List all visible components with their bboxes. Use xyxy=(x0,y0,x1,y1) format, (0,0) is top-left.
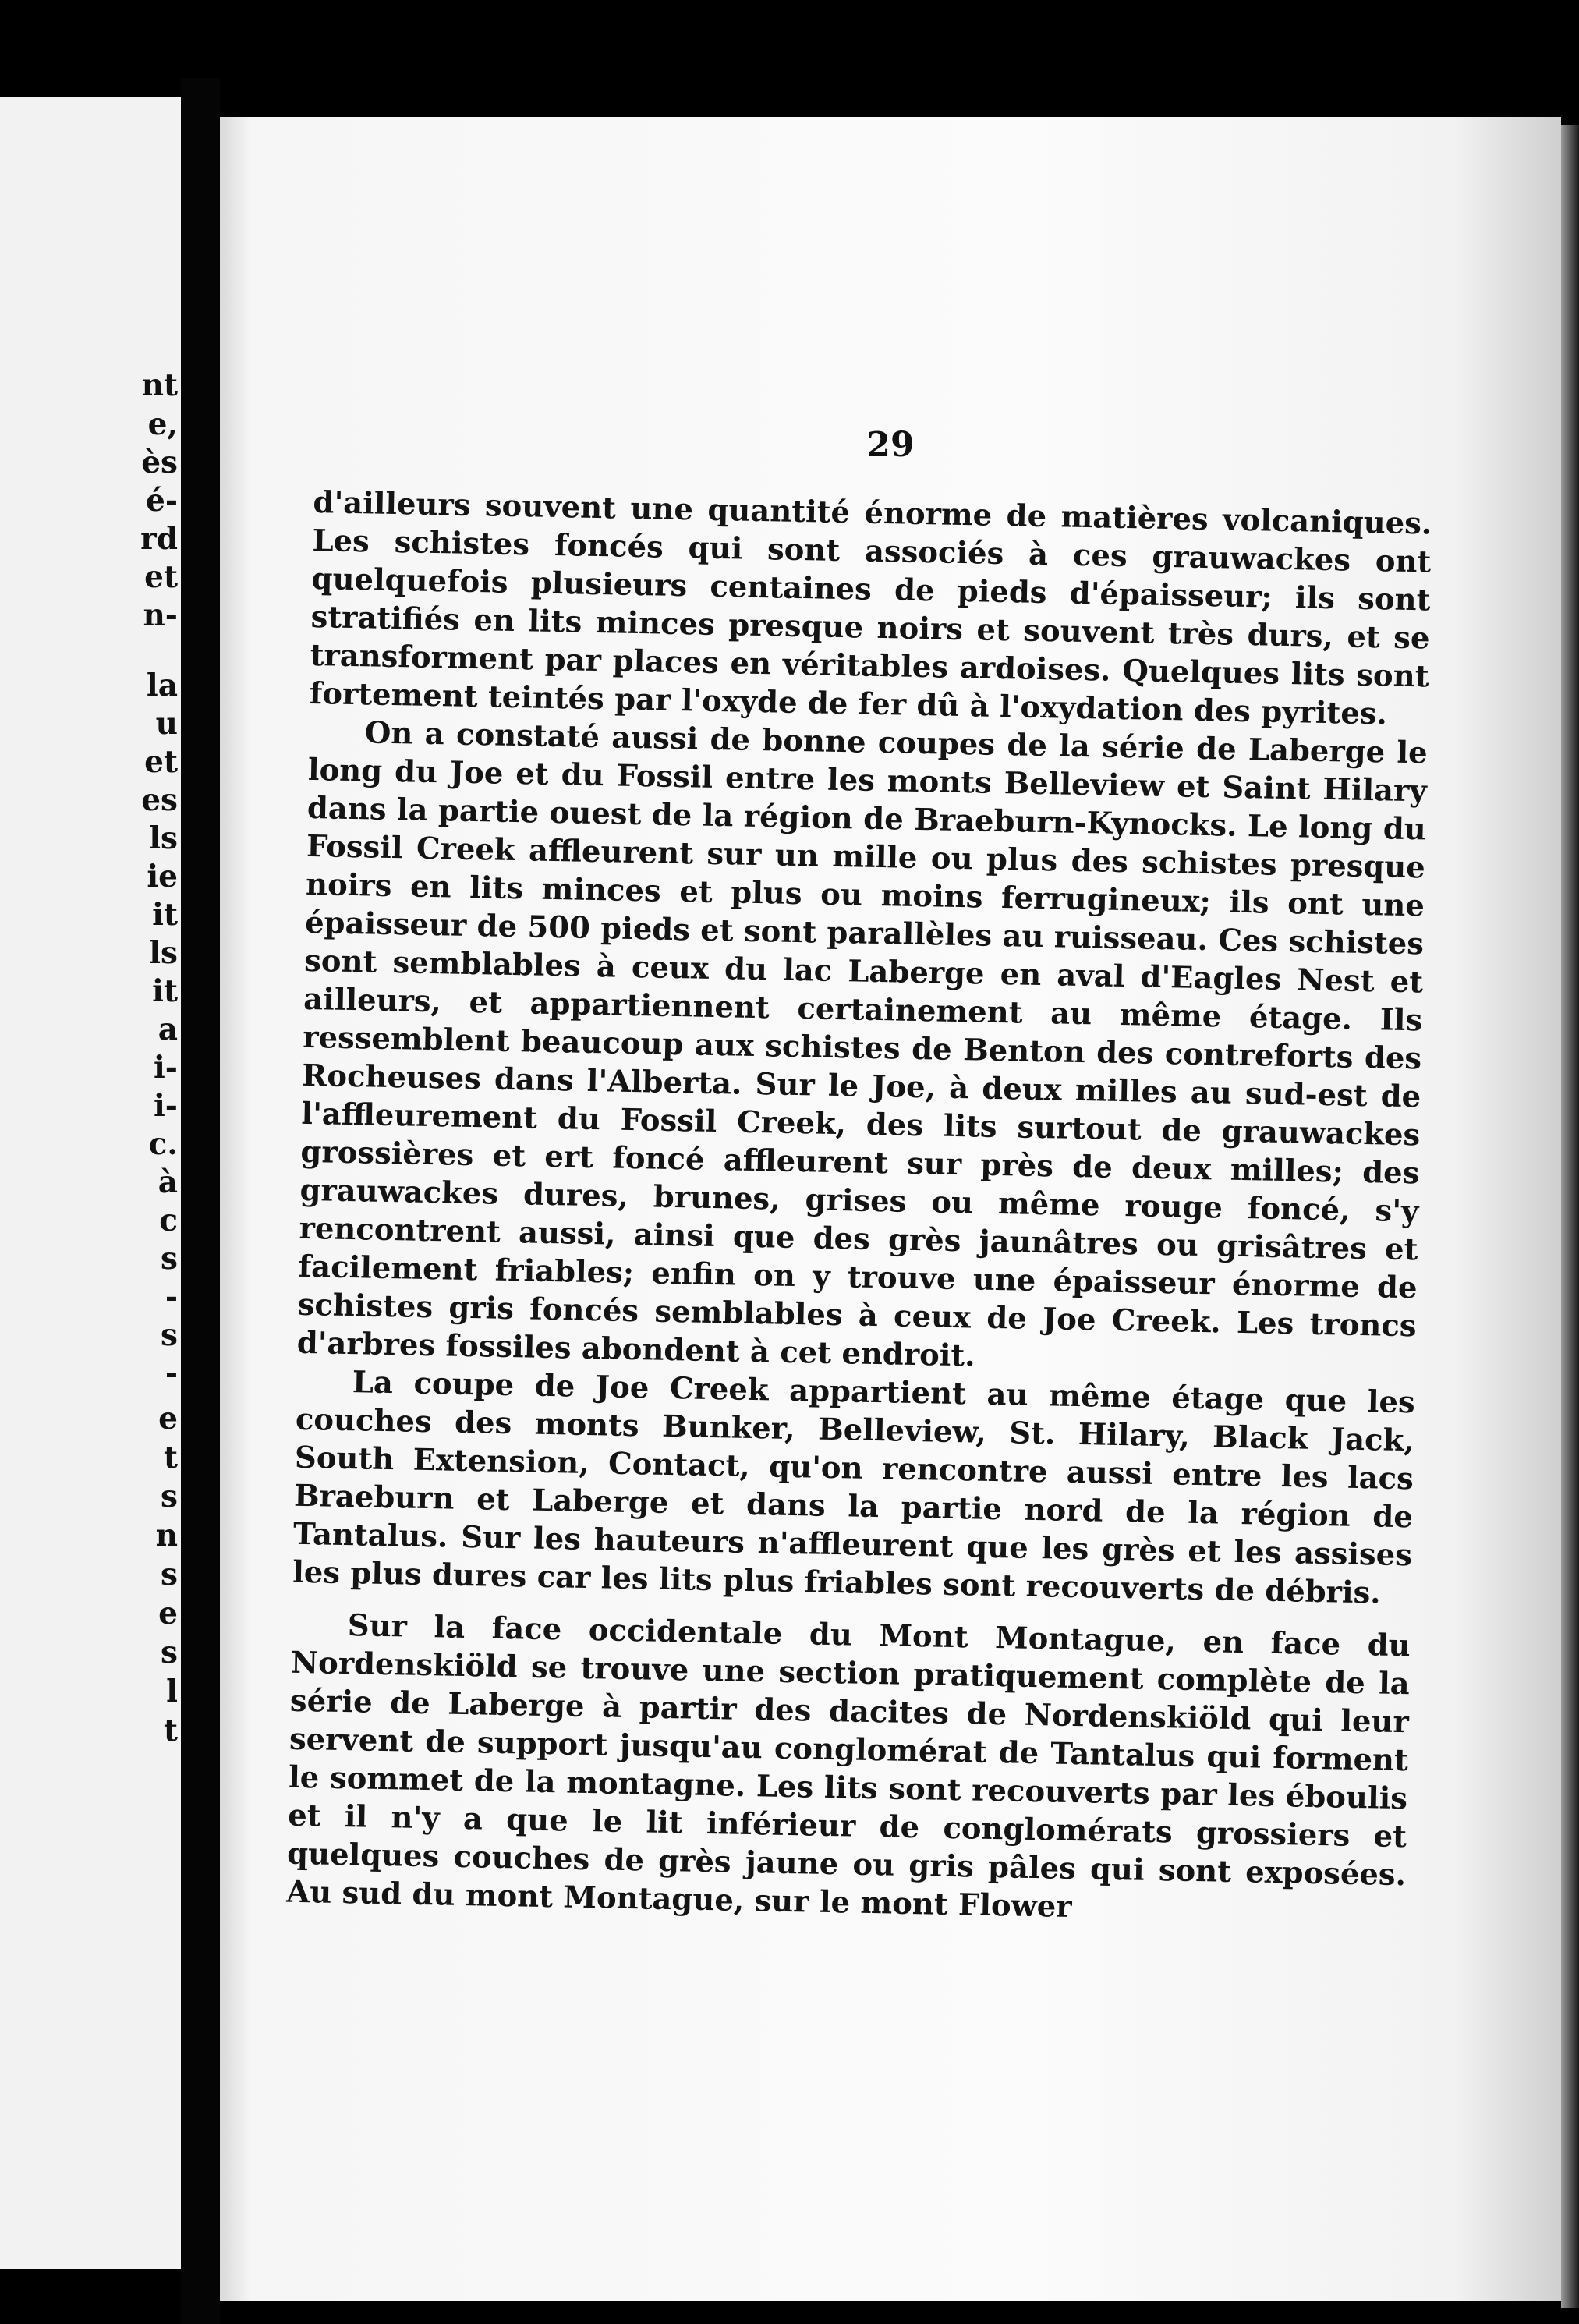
paragraph-4: Sur la face occidentale du Mont Montague, en face du Nordenskiöld se trouve une section pratiquement complète de la série de Laberge à partir des dacites de Nordenskiöld qui leur servent de support jusqu'au conglomérat de Tantalus qui forment le sommet de la montagne. Les lits sont recouverts par les éboulis et il n'y a que le lit inférieur de conglomérats grossiers et quelques couches de grès jaune ou gris pâles qui sont exposées. Au sud du mont Montague, sur le mont Flower xyxy=(285,1608,1411,1925)
facing-page-line-fragment: nt xyxy=(141,367,178,403)
facing-page-line-fragment: é- xyxy=(146,483,178,519)
facing-page-line-fragment: et xyxy=(144,744,178,780)
facing-page-line-fragment: it xyxy=(152,897,178,933)
facing-page-line-fragment: à xyxy=(158,1164,178,1200)
paragraph-1: d'ailleurs souvent une quantité énorme de matières volcaniques. Les schistes foncés qui sont associés à ces grauwackes ont quelquefois plusieurs centaines de pieds d'épaisseur; ils sont stratifiés en lits minces presque noirs et souvent très durs, et se transforment par places en véritables ardoises. Quelques lits sont fortement teintés par l'oxyde de fer dû à l'oxydation des pyrites. xyxy=(309,484,1432,732)
facing-page-line-fragment: it xyxy=(152,973,178,1009)
book-gutter xyxy=(181,78,220,2324)
page-number: 29 xyxy=(866,425,915,465)
facing-page-line-fragment: s xyxy=(161,1241,178,1277)
facing-page-line-fragment: rd xyxy=(140,521,178,557)
facing-page-line-fragment: i- xyxy=(153,1088,178,1124)
facing-page-line-fragment: t xyxy=(163,1713,178,1748)
facing-page-line-fragment: ls xyxy=(149,935,178,971)
body-text xyxy=(286,484,1432,1933)
facing-page-line-fragment: n xyxy=(155,1518,178,1553)
facing-page-line-fragment: u xyxy=(155,706,178,742)
facing-page-line-fragment: l xyxy=(166,1674,178,1709)
facing-page-line-fragment: c. xyxy=(148,1126,178,1162)
facing-page-line-fragment: ès xyxy=(141,445,178,480)
page-edge-shadow xyxy=(1561,125,1579,2308)
facing-page-line-fragment: a xyxy=(158,1011,178,1047)
facing-page-line-fragment: e, xyxy=(147,406,178,442)
facing-page-line-fragment: t xyxy=(163,1440,178,1476)
paragraph-3: La coupe de Joe Creek appartient au même étage que les couches des monts Bunker, Belleview, St. Hilary, Black Jack, South Extension, Contact, qu'on rencontre aussi entre les lacs Braeburn et Laberge et dans la partie nord de la région de Tantalus. Sur les hauteurs n'affleurent que les grès et les assises les plus dures car les lits plus friables sont recouverts de débris. xyxy=(292,1365,1416,1611)
facing-page-line-fragment: s xyxy=(161,1479,178,1514)
facing-page-line-fragment: la xyxy=(146,668,178,703)
paragraph-2: On a constaté aussi de bonne coupes de la série de Laberge le long du Joe et du Fossil entre les monts Belleview et Saint Hilary dans la partie ouest de la région de Braeburn-Kynocks. Le long du Fossil Creek affleurent sur un mille ou plus des schistes presque noirs en lits minces et plus ou moins ferrugineux; ils ont une épaisseur de 500 pieds et sont parallèles au ruisseau. Ces schistes sont semblables à ceux du lac Laberge en aval d'Eagles Nest et ailleurs, et appartiennent certainement au même étage. Ils ressemblent beaucoup aux schistes de Benton des contreforts des Rocheuses dans l'Alberta. Sur le Joe, à deux milles au sud-est de l'affleurement du Fossil Creek, des lits surtout de grauwackes grossières et ert foncé affleurent sur près de deux milles; des grauwackes dures, brunes, grises ou même rouge foncé, s'y rencontrent aussi, ainsi que des grès jaunâtres ou grisâtres et facilement friables; enfin on y trouve une épaisseur énorme de schistes gris foncés semblables à ceux de Joe Creek. Les troncs d'arbres fossiles abondent à cet endroit. xyxy=(296,715,1429,1374)
facing-page-line-fragment: i- xyxy=(153,1050,178,1086)
scanned-page xyxy=(220,117,1561,2301)
facing-page-line-fragment: - xyxy=(165,1355,178,1391)
facing-page-line-fragment: n- xyxy=(143,597,178,633)
facing-page-line-fragment: ls xyxy=(149,820,178,856)
facing-page-fragment xyxy=(0,97,181,2269)
facing-page-line-fragment: ie xyxy=(147,859,178,895)
facing-page-line-fragment: s xyxy=(161,1635,178,1670)
facing-page-line-fragment: c xyxy=(159,1203,178,1238)
facing-page-line-fragment: e xyxy=(158,1401,178,1437)
facing-page-line-fragment: es xyxy=(141,782,178,818)
facing-page-line-fragment: - xyxy=(165,1279,178,1315)
facing-page-line-fragment: s xyxy=(161,1557,178,1592)
facing-page-line-fragment: et xyxy=(144,559,178,595)
facing-page-line-fragment: e xyxy=(158,1596,178,1631)
facing-page-line-fragment: s xyxy=(161,1317,178,1353)
